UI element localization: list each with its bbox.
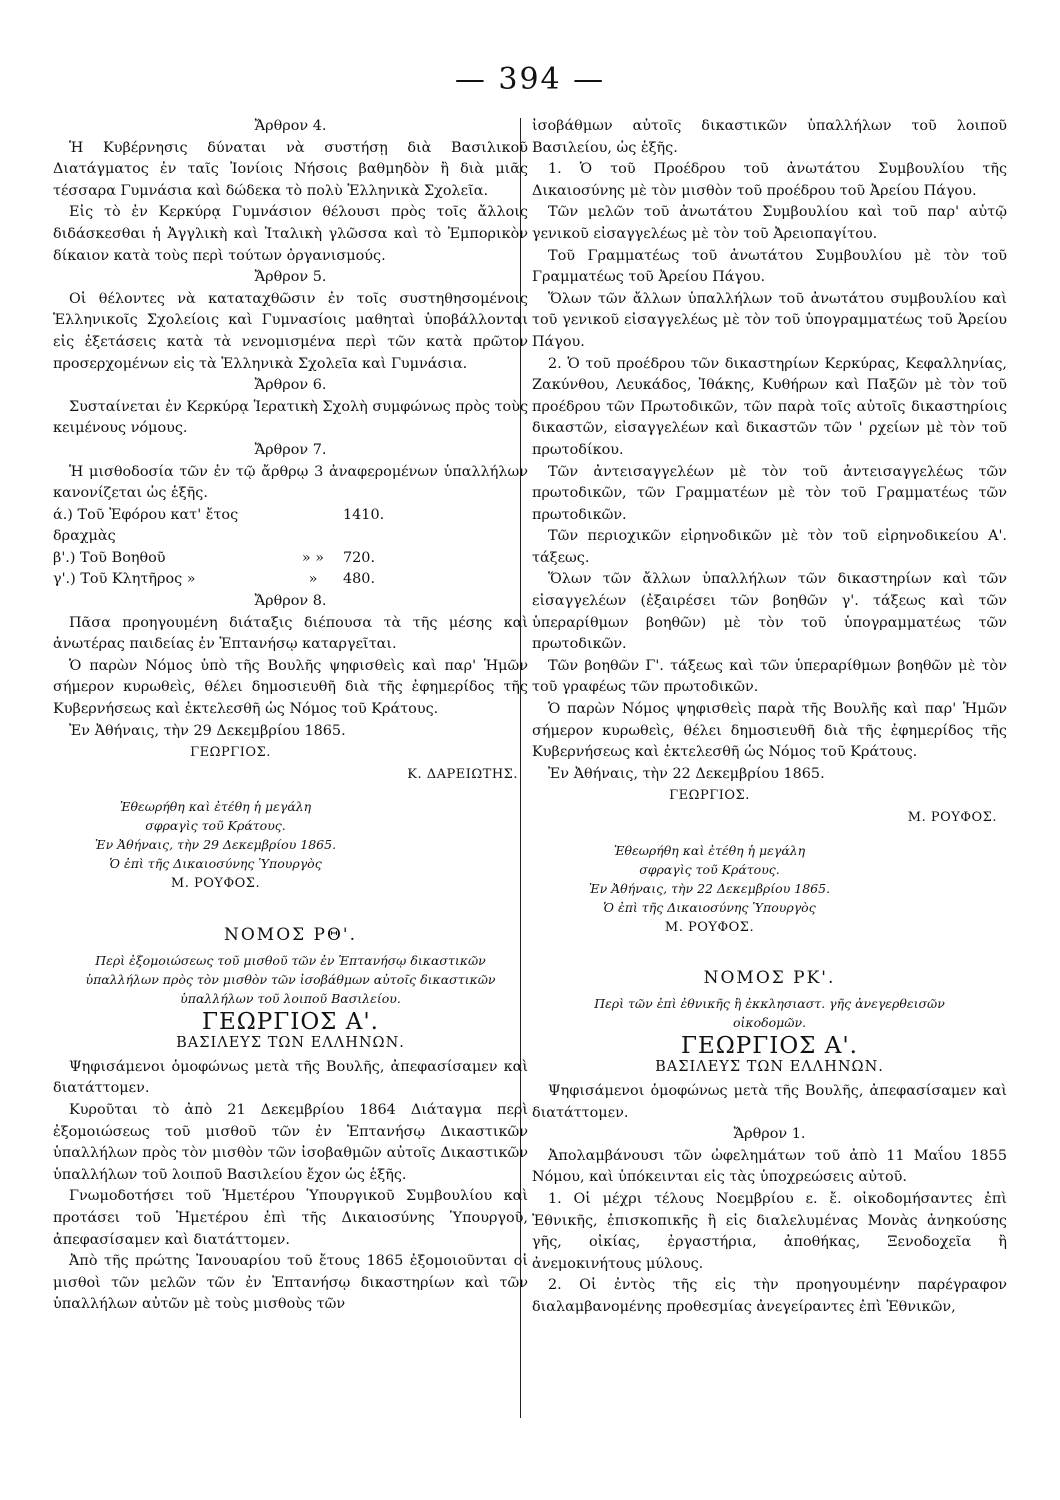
right-column — [532, 116, 1007, 1319]
law-title: ΝΟΜΟΣ ΡΘ'. — [223, 925, 358, 945]
salary-row — [53, 569, 528, 591]
minister-signature: Μ. ΡΟΥΦΟΣ. — [907, 810, 997, 825]
seal-note: Ἐν Ἀθήναις, τὴν 29 Δεκεμβρίου 1865. — [94, 837, 337, 853]
king-subtitle: ΒΑΣΙΛΕΥΣ ΤΩΝ ΕΛΛΗΝΩΝ. — [176, 1035, 405, 1052]
king-subtitle: ΒΑΣΙΛΕΥΣ ΤΩΝ ΕΛΛΗΝΩΝ. — [655, 1059, 884, 1076]
page-number: — 394 — — [454, 62, 606, 97]
seal-note: Ὁ ἐπὶ τῆς Δικαιοσύνης Ὑπουργὸς — [603, 899, 816, 915]
article-heading: Ἄρθρον 8. — [254, 593, 327, 610]
paragraph: Ὁ παρὼν Νόμος ψηφισθεὶς παρὰ τῆς Βουλῆς καὶ παρ' Ἡμῶν σήμερον κυρωθεὶς, θέλει δημοσιευθῆ διὰ τῆς ἐφημερίδος τῆς Κυβερνήσεως καὶ ἐκτελεσθῆ ὡς Νόμος τοῦ Κράτους. — [532, 701, 1007, 761]
salary-unit: » » — [301, 549, 325, 566]
seal-note: Ἐθεωρήθη καὶ ἐτέθη ἡ μεγάλη — [613, 842, 806, 858]
salary-amount: 720. — [343, 549, 376, 566]
article-heading: Ἄρθρον 4. — [254, 118, 327, 134]
date-line: Ἐν Ἀθήναις, τὴν 22 Δεκεμβρίου 1865. — [548, 765, 825, 782]
paragraph: Οἱ θέλοντες νὰ καταταχθῶσιν ἐν τοῖς συστηθησομένοις Ἑλληνικοῖς Σχολείοις καὶ Γυμνασίοις μαθηταὶ ὑποβάλλονται εἰς ἐξετάσεις κατὰ τὰ νενομισμένα περὶ τῶν κατὰ πρῶτον προσερχομένων εἰς τὰ Ἑλληνικὰ Σχολεῖα καὶ Γυμνάσια. — [53, 290, 528, 372]
article-heading: Ἄρθρον 7. — [254, 441, 327, 458]
paragraph: Ψηφισάμενοι ὁμοφώνως μετὰ τῆς Βουλῆς, ἀπεφασίσαμεν καὶ διατάττομεν. — [53, 1058, 528, 1097]
paragraph: Τῶν μελῶν τοῦ ἀνωτάτου Συμβουλίου καὶ τοῦ παρ' αὐτῷ γενικοῦ εἰσαγγελέως μὲ τὸν τοῦ Ἀρειοπαγίτου. — [532, 204, 1007, 242]
seal-signature: Μ. ΡΟΥΦΟΣ. — [170, 876, 261, 892]
law-title: ΝΟΜΟΣ ΡΚ'. — [703, 968, 836, 989]
paragraph: Τῶν βοηθῶν Γ'. τάξεως καὶ τῶν ὑπεραρίθμων βοηθῶν μὲ τὸν τοῦ γραφέως τῶν πρωτοδικῶν. — [532, 657, 1007, 696]
king-signature: ΓΕΩΡΓΙΟΣ. — [669, 788, 750, 804]
article-heading: Ἄρθρον 1. — [733, 1126, 806, 1143]
paragraph: Ψηφισάμενοι ὁμοφώνως μετὰ τῆς Βουλῆς, ἀπεφασίσαμεν καὶ διατάττομεν. — [532, 1082, 1007, 1121]
paragraph: Τοῦ Γραμματέως τοῦ ἀνωτάτου Συμβουλίου μὲ τὸν τοῦ Γραμματέως τοῦ Ἀρείου Πάγου. — [532, 247, 1007, 286]
king-title: ΓΕΩΡΓΙΟΣ Α'. — [680, 1032, 858, 1059]
seal-note: σφραγὶς τοῦ Κράτους. — [145, 818, 286, 834]
salary-amount: 1410. — [343, 506, 385, 523]
king-signature: ΓΕΩΡΓΙΟΣ. — [190, 745, 271, 761]
salary-label: γ'.) Τοῦ Κλητῆρος » — [53, 571, 196, 588]
paragraph: Κυροῦται τὸ ἀπὸ 21 Δεκεμβρίου 1864 Διάταγμα περὶ ἐξομοιώσεως τοῦ μισθοῦ τῶν ἐν Ἑπτανήσῳ Δικαστικῶν ὑπαλλήλων πρὸς τὸν μισθὸν τῶν ἰσοβαθμῶν αὐτοῖς Δικαστικῶν ὑπαλλήλων τοῦ λοιποῦ Βασιλείου ἔχον ὡς ἑξῆς. — [53, 1101, 528, 1183]
paragraph: 2. Ὁ τοῦ προέδρου τῶν δικαστηρίων Κερκύρας, Κεφαλληνίας, Ζακύνθου, Λευκάδος, Ἰθάκης, Κυθήρων καὶ Παξῶν μὲ τὸν τοῦ προέδρου τῶν Πρωτοδικῶν, τῶν παρὰ τοῖς αὐτοῖς δικαστηρίοις δικαστῶν, εἰσαγγελέων καὶ δικαστῶν τῶν ' ρχείων μὲ τὸν τοῦ πρωτοδίκου. — [532, 355, 1007, 458]
left-column — [53, 116, 528, 1316]
paragraph: Τῶν ἀντεισαγγελέων μὲ τὸν τοῦ ἀντεισαγγελέως τῶν πρωτοδικῶν, τῶν Γραμματέων μὲ τὸν τοῦ Γραμματέως τῶν πρωτοδικῶν. — [532, 463, 1007, 523]
salary-row — [53, 505, 528, 548]
paragraph: Γνωμοδοτήσει τοῦ Ἡμετέρου Ὑπουργικοῦ Συμβουλίου καὶ προτάσει τοῦ Ἡμετέρου ἐπὶ τῆς Δικαιοσύνης Ὑπουργοῦ, ἀπεφασίσαμεν καὶ διατάττομεν. — [53, 1188, 528, 1248]
date-line: Ἐν Ἀθήναις, τὴν 29 Δεκεμβρίου 1865. — [69, 722, 346, 739]
seal-note: σφραγὶς τοῦ Κράτους. — [639, 861, 780, 877]
king-title: ΓΕΩΡΓΙΟΣ Α'. — [201, 1008, 379, 1035]
law-subtitle: Περὶ τῶν ἐπὶ ἐθνικῆς ἢ ἐκκλησιαστ. γῆς ἀνεγερθεισῶν οἰκοδομῶν. — [594, 995, 945, 1030]
salary-label: β'.) Τοῦ Βοηθοῦ — [53, 549, 166, 566]
salary-label: ά.) Τοῦ Ἐφόρου κατ' ἔτος δραχμὰς — [53, 506, 239, 545]
seal-note: Ἐν Ἀθήναις, τὴν 22 Δεκεμβρίου 1865. — [588, 880, 831, 896]
paragraph: Ἡ μισθοδοσία τῶν ἐν τῷ ἄρθρῳ 3 ἀναφερομένων ὑπαλλήλων κανονίζεται ὡς ἑξῆς. — [53, 463, 528, 502]
salary-row — [53, 548, 528, 570]
salary-unit — [283, 505, 343, 548]
law-subtitle: Περὶ ἐξομοιώσεως τοῦ μισθοῦ τῶν ἐν Ἑπτανήσῳ δικαστικῶν ὑπαλλήλων πρὸς τὸν μισθὸν τῶν ἰσοβάθμων αὐτοῖς δικαστικῶν ὑπαλλήλων τοῦ λοιποῦ Βασιλείου. — [85, 952, 496, 1006]
paragraph: Πᾶσα προηγουμένη διάταξις διέπουσα τὰ τῆς μέσης καὶ ἀνωτέρας παιδείας ἐν Ἑπτανήσῳ καταργεῖται. — [53, 614, 528, 653]
paragraph: 2. Οἱ ἐντὸς τῆς εἰς τὴν προηγουμένην παρέγραφον διαλαμβανομένης προθεσμίας ἀνεγείραντες ἐπὶ Ἐθνικῶν, — [532, 1277, 1007, 1315]
paragraph: Ἀπὸ τῆς πρώτης Ἰανουαρίου τοῦ ἔτους 1865 ἐξομοιοῦνται οἱ μισθοὶ τῶν μελῶν τῶν ἐν Ἑπτανήσῳ δικαστηρίων καὶ τῶν ὑπαλλήλων αὐτῶν μὲ τοὺς μισθοὺς τῶν — [53, 1253, 528, 1313]
article-heading: Ἄρθρον 6. — [254, 377, 327, 394]
minister-signature: Κ. ΔΑΡΕΙΩΤΗΣ. — [407, 766, 518, 782]
paragraph: Ὅλων τῶν ἄλλων ὑπαλλήλων τῶν δικαστηρίων καὶ τῶν εἰσαγγελέων (ἐξαιρέσει τῶν βοηθῶν γ'. τάξεως καὶ τῶν ὑπεραρίθμων βοηθῶν) μὲ τὸν τοῦ ὑπογραμματέως τῶν πρωτοδικῶν. — [532, 571, 1007, 653]
paragraph: 1. Οἱ μέχρι τέλους Νοεμβρίου ε. ἔ. οἰκοδομήσαντες ἐπὶ Ἐθνικῆς, ἐπισκοπικῆς ἢ εἰς διαλελυμένας Μονὰς ἀνηκούσης γῆς, οἰκίας, ἐργαστήρια, ἀποθήκας, Ξενοδοχεῖα ἢ ἀνεμοκινήτους μύλους. — [532, 1190, 1007, 1272]
salary-amount: 480. — [343, 571, 376, 588]
paragraph: Ὁ παρὼν Νόμος ὑπὸ τῆς Βουλῆς ψηφισθεὶς καὶ παρ' Ἡμῶν σήμερον κυρωθεὶς, θέλει δημοσιευθῆ διὰ τῆς ἐφημερίδος τῆς Κυβερνήσεως καὶ ἐκτελεσθῆ ὡς Νόμος τοῦ Κράτους. — [53, 657, 528, 718]
seal-signature: Μ. ΡΟΥΦΟΣ. — [664, 919, 755, 935]
paragraph: Συσταίνεται ἐν Κερκύρᾳ Ἱερατικὴ Σχολὴ συμφώνως πρὸς τοὺς κειμένους νόμους. — [53, 398, 528, 437]
paragraph: Ὅλων τῶν ἄλλων ὑπαλλήλων τοῦ ἀνωτάτου συμβουλίου καὶ τοῦ γενικοῦ εἰσαγγελέως μὲ τὸν τοῦ ὑπογραμματέως τοῦ Ἀρείου Πάγου. — [532, 290, 1007, 350]
paragraph: 1. Ὁ τοῦ Προέδρου τοῦ ἀνωτάτου Συμβουλίου τῆς Δικαιοσύνης μὲ τὸν μισθὸν τοῦ προέδρου τοῦ Ἀρείου Πάγου. — [532, 161, 1007, 199]
paragraph: Εἰς τὸ ἐν Κερκύρᾳ Γυμνάσιον θέλουσι πρὸς τοῖς ἄλλοις διδάσκεσθαι ἡ Ἀγγλικὴ καὶ Ἰταλικὴ γλῶσσα καὶ τὸ Ἐμπορικὸν δίκαιον κατὰ τοὺς περὶ τούτων ὀργανισμούς. — [53, 204, 528, 264]
seal-note: Ὁ ἐπὶ τῆς Δικαιοσύνης Ὑπουργὸς — [109, 856, 322, 872]
article-heading: Ἄρθρον 5. — [254, 269, 327, 286]
paragraph: ἰσοβάθμων αὐτοῖς δικαστικῶν ὑπαλλήλων τοῦ λοιποῦ Βασιλείου, ὡς ἑξῆς. — [532, 118, 1007, 156]
paragraph: Τῶν περιοχικῶν εἰρηνοδικῶν μὲ τὸν τοῦ εἰρηνοδικείου Α'. τάξεως. — [532, 528, 1007, 566]
paragraph: Ἡ Κυβέρνησις δύναται νὰ συστήσῃ διὰ Βασιλικοῦ Διατάγματος ἐν ταῖς Ἰονίοις Νήσοις βαθμηδὸν ἢ διὰ μιᾶς τέσσαρα Γυμνάσια καὶ δώδεκα τὸ πολὺ Ἑλληνικὰ Σχολεῖα. — [53, 139, 528, 199]
paragraph: Ἀπολαμβάνουσι τῶν ὠφελημάτων τοῦ ἀπὸ 11 Μαΐου 1855 Νόμου, καὶ ὑπόκεινται εἰς τὰς ὑποχρεώσεις αὐτοῦ. — [532, 1147, 1007, 1186]
salary-unit: » — [308, 571, 318, 588]
seal-note: Ἐθεωρήθη καὶ ἐτέθη ἡ μεγάλη — [119, 799, 312, 815]
